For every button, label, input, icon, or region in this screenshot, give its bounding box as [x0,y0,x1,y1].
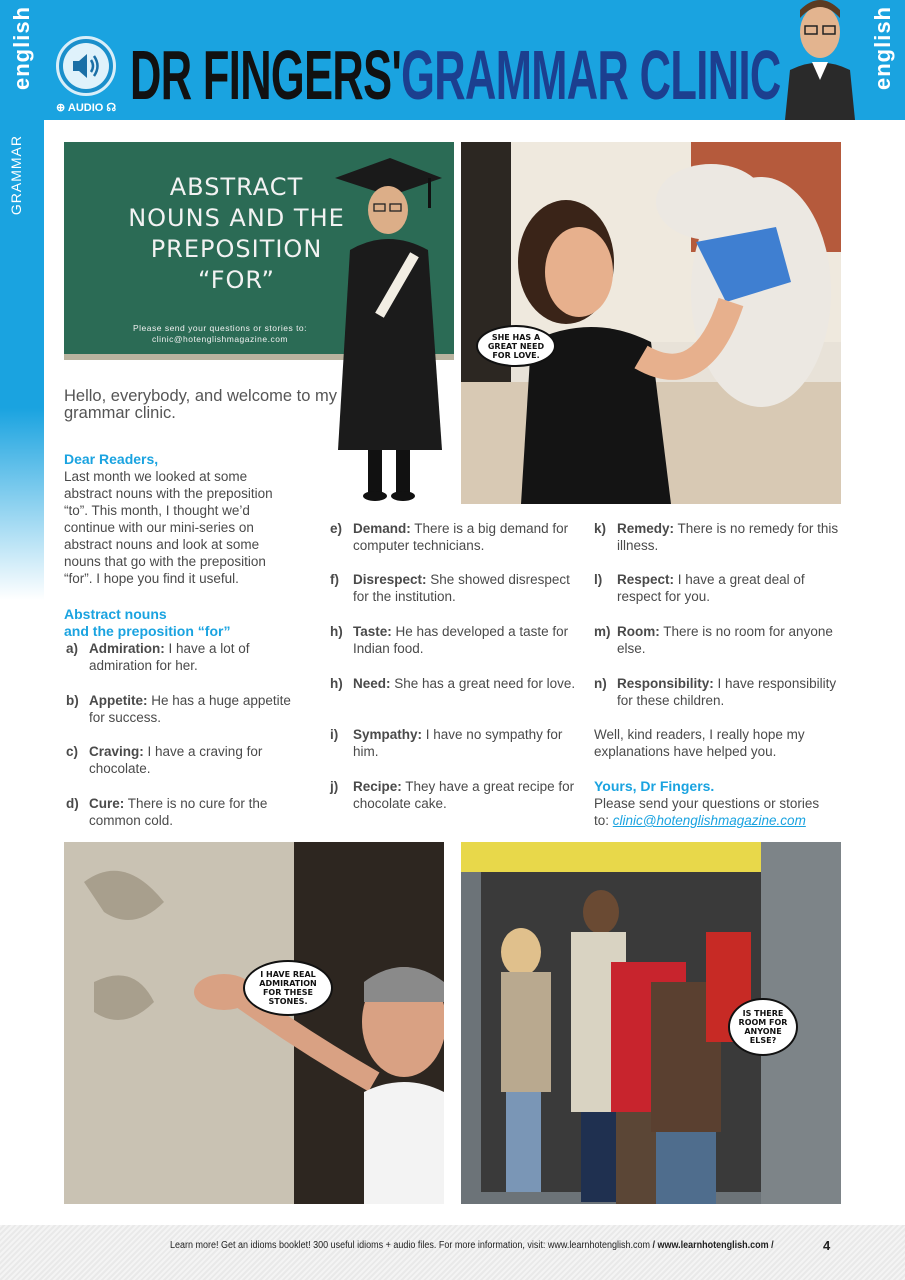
list-item: h) Need: She has a great need for love. [330,676,576,691]
dear-readers-heading: Dear Readers, [64,451,159,467]
photo-man-touching-stone [64,842,444,1204]
graduate-figure [330,150,445,510]
list-item: c) Craving: I have a craving for chocolate. [66,744,263,776]
list-item: b) Appetite: He has a huge appetite for success. [66,693,291,725]
list-item: a) Admiration: I have a lot of admiration for her. [66,641,250,673]
list-item: k) Remedy: There is no remedy for this illness. [594,521,839,553]
signature: Yours, Dr Fingers. [594,778,715,794]
brand-logo-right: english [870,6,895,91]
list-item: j) Recipe: They have a great recipe for chocolate cake. [330,779,575,811]
play-icon: ⊕ [56,102,68,114]
speech-bubble-photo3: IS THERE ROOM FOR ANYONE ELSE? [728,998,798,1056]
list-item: i) Sympathy: I have no sympathy for him. [330,727,563,759]
list-item: d) Cure: There is no cure for the common cold. [66,796,268,828]
audio-label[interactable]: ⊕ AUDIO ☊ [56,102,117,114]
board-note: Please send your questions or stories to: clinic@hotenglishmagazine.com [132,323,308,344]
photo-woman-with-dog [461,142,841,504]
contact-request: Please send your questions or stories to: clinic@hotenglishmagazine.com [594,796,820,828]
headphones-icon: ☊ [103,102,117,114]
closing-text: Well, kind readers, I really hope my explanations have helped you. [594,727,805,759]
dr-fingers-portrait [780,0,860,120]
page-title: DR FINGERS'GRAMMAR CLINIC [130,36,781,114]
brand-logo-left: english [9,6,34,91]
board-title: ABSTRACT NOUNS AND THE PREPOSITION “FOR” [128,173,345,294]
intro-text: Hello, everybody, and welcome to my grammar clinic. [64,387,337,422]
list-item: h) Taste: He has developed a taste for Indian food. [330,624,569,656]
page-title-blue: GRAMMAR CLINIC [401,36,781,114]
footer-text: Learn more! Get an idioms booklet! 300 useful idioms + audio files. For more information, visit: www.learnhotenglish.com / www.learnhotenglish.com / [170,1240,774,1251]
list-item: n) Responsibility: I have responsibility for these children. [594,676,837,708]
list-item: e) Demand: There is a big demand for computer technicians. [330,521,569,553]
footer-band [0,1225,905,1280]
speech-bubble-photo2: I HAVE REAL ADMIRATION FOR THESE STONES. [243,960,333,1016]
list-item: l) Respect: I have a great deal of respect for you. [594,572,805,604]
email-link[interactable]: clinic@hotenglishmagazine.com [612,813,806,828]
section-heading: Abstract nouns and the preposition “for” [64,606,231,639]
speech-bubble-photo1: SHE HAS A GREAT NEED FOR LOVE. [476,325,556,367]
page-number: 4 [823,1238,831,1253]
list-item: m) Room: There is no room for anyone else. [594,624,833,656]
section-label: GRAMMAR [8,135,24,216]
speaker-icon [70,51,102,81]
list-item: f) Disrespect: She showed disrespect for the institution. [330,572,570,604]
dear-readers-text: Last month we looked at some abstract nouns with the preposition “to”. This month, I thought we’d continue with our mini-series on abstract nouns and look at some nouns that go with the preposition “for”. I hope you find it useful. [64,469,273,586]
footer-url[interactable]: / www.learnhotenglish.com / [649,1240,774,1251]
